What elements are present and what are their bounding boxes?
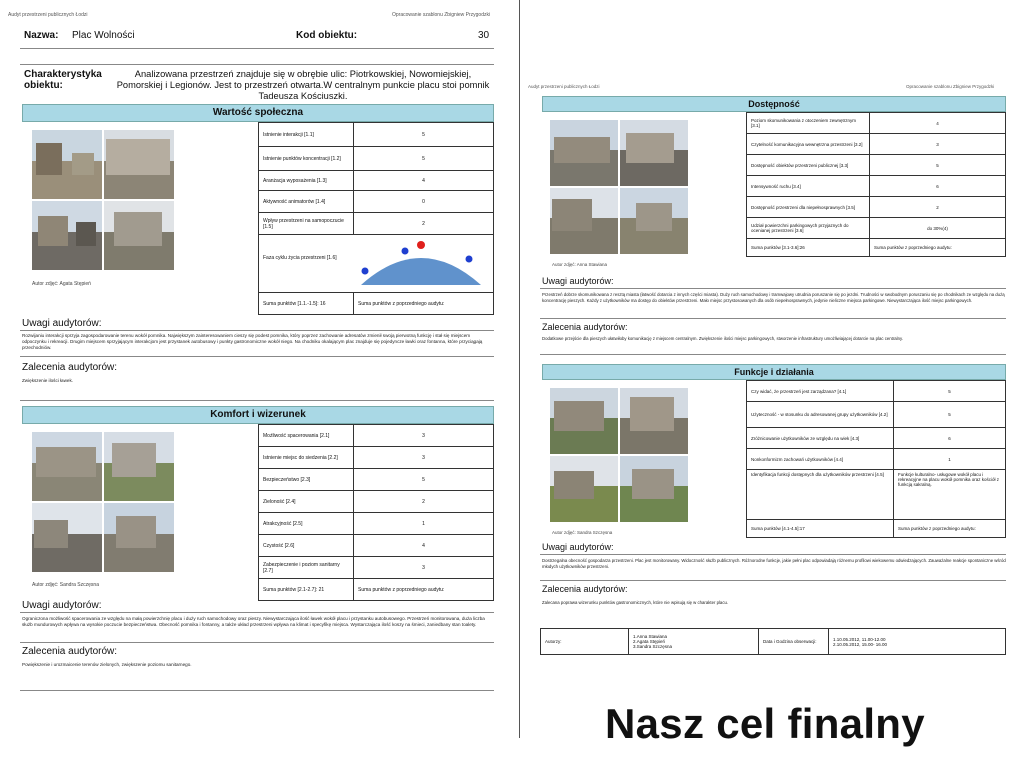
remarks-text: Rozwijaniu interakcji sprzyja zagospodarowanie terenu wokół pomnika. Największym zainteresowaniem cieszy się podest pomnika, który poprzez zachowanie adresatów zmienił swoją pierwotną funkcję i stał się miejscem odpoczynku i rekreacji. Drugim miejscem sprzyjającym interakcjom jest przystanek autobusowy i punkty gastronomiczne wokół niego. Na chodniku okalającym plac znajduje się pojedyncze ławki oraz fontanna, które przyciągają przechodniów.: [22, 333, 483, 350]
criterion-value: 3: [354, 447, 494, 469]
divider: [20, 356, 494, 357]
criterion-value: 4: [870, 113, 1006, 134]
divider: [20, 400, 494, 401]
criterion-value: 5: [894, 381, 1006, 402]
lifecycle-curve-diagram: [351, 237, 491, 291]
code-label: Kod obiektu:: [296, 30, 358, 41]
page-header-left: Audyt przestrzeni publicznych Łodzi: [8, 12, 88, 18]
remarks-title: Uwagi audytorów:: [22, 600, 102, 611]
remarks-title: Uwagi audytorów:: [542, 542, 614, 552]
criterion-label: Udział powierzchni parkingowych przyjaznych do ocenianej przestrzeni [3.6]: [747, 218, 870, 239]
authors-label: Autorzy:: [541, 629, 629, 655]
criterion-label: Zieloność [2.4]: [259, 491, 354, 513]
functions-value: Funkcje kulturalno- usługowe wokół placu i rekreacyjne na placu wokół pomnika oraz kościół z funkcją sakralną.: [894, 470, 1006, 520]
current-phase-dot: [417, 241, 425, 249]
criterion-value: 1: [354, 513, 494, 535]
remarks-text: Ograniczona możliwość spacerowania ze względu na małą powierzchnię placu i duży ruch samochodowy oraz pieszy. Niewystarczająca ilość ławek wokół placu i przystanku autobusowego. Przestrzeń monitorowana, duża liczba służb mundurowych wpływa na wysokie poczucie bezpieczeństwa. Obecność pomnika i fontanny, a także układ przestrzeni wpływa na klimat i specyfikę miejsca. Wystarczająca ilość koszy na śmieci, zaniedbany stan toalety.: [22, 616, 485, 627]
sum-label: Suma punktów [2.1-2.7]: 21: [259, 579, 354, 601]
criterion-label: Czytelność komunikacyjna wewnętrzna przestrzeni [3.2]: [747, 134, 870, 155]
photo-author: Autor zdjęć: Sandra Szczęsna: [552, 530, 613, 535]
criteria-table: [258, 122, 494, 315]
criterion-label: Bezpieczeństwo [2.3]: [259, 469, 354, 491]
name-label: Nazwa:: [24, 30, 59, 41]
photo: [550, 188, 618, 254]
photo-grid: [32, 130, 174, 270]
criterion-label: Intensywność ruchu [3.4]: [747, 176, 870, 197]
recommendations-title: Zalecenia audytorów:: [22, 362, 118, 373]
slide-title: Nasz cel finalny: [605, 700, 925, 747]
criterion-label: Zabezpieczenie i poziom sanitarny [2.7]: [259, 557, 354, 579]
recommendations-text: Zwiększenie ilości ławek.: [22, 378, 74, 383]
criterion-label: Wpływ przestrzeni na samopoczucie [1.5]: [259, 213, 354, 235]
divider: [540, 554, 1006, 555]
divider: [20, 48, 494, 49]
criterion-value: 0: [354, 191, 494, 213]
phase-dot: [466, 256, 473, 263]
audit-page-right: [528, 70, 1024, 690]
divider: [540, 288, 1006, 289]
date-value: 1.10.05.2012, 11.00-12.00 2.10.05.2012, 15.00- 16.00: [829, 629, 1006, 655]
section-title-accessibility: Dostępność: [542, 96, 1006, 112]
criterion-value: 2: [870, 197, 1006, 218]
sum-label: Suma punktów [4.1-4.5]:17: [747, 520, 894, 538]
divider: [20, 690, 494, 691]
criterion-label: Aranżacja wyposażenia [1.3]: [259, 171, 354, 191]
criterion-label: Zróżnicowanie użytkowników ze względu na wiek [4.3]: [747, 428, 894, 449]
photo: [32, 201, 102, 270]
lifecycle-label: Faza cyklu życia przestrzeni [1.6]: [263, 255, 337, 261]
code-value: 30: [478, 30, 490, 41]
photo: [104, 503, 174, 572]
photo: [620, 188, 688, 254]
criterion-value: 3: [870, 134, 1006, 155]
photo-author: Autor zdjęć: Agata Stępień: [32, 281, 91, 287]
photo: [104, 432, 174, 501]
criterion-value: 3: [354, 425, 494, 447]
recommendations-title: Zalecenia audytorów:: [22, 646, 118, 657]
criterion-value: 2: [354, 213, 494, 235]
divider: [20, 612, 494, 613]
section-title-comfort-image: Komfort i wizerunek: [22, 406, 494, 424]
criterion-label: Możliwość spacerowania [2.1]: [259, 425, 354, 447]
photo: [550, 120, 618, 186]
criterion-label: Dostępność przestrzeni dla niepełnosprawnych [3.5]: [747, 197, 870, 218]
criteria-table: [746, 112, 1006, 257]
criterion-value: 5: [354, 123, 494, 147]
photo: [32, 503, 102, 572]
recommendations-text: Zalecana poprawa wizerunku punktów gastronomicznych, które nie wpisują się w charakter placu.: [542, 600, 729, 605]
name-value: Plac Wolności: [72, 30, 135, 41]
recommendations-text: Powiększenie i urozmaicenie terenów zielonych, zwiększenie poziomu sanitarnego.: [22, 662, 192, 667]
criterion-value: 6: [870, 176, 1006, 197]
remarks-text: Dostrzegalna obecność gospodarza przestrzeni. Plac jest monitorowany. Widoczność służb publicznych. Różnorodne funkcje, jakie pełni plac odpowiadają różnemu profilowi wiekowemu odwiedzających. Zauważalne reakcje spontaniczne wśród młodych użytkowników przestrzeni.: [542, 558, 1006, 569]
page-header-right: Opracowanie szablonu Zbigniew Przygodzki: [392, 12, 491, 18]
characteristics-text: Analizowana przestrzeń znajduje się w obrębie ulic: Piotrkowskiej, Nowomiejskiej, Pomorskiej i Legionów. Jest to przestrzeń otwarta.W centralnym punkcie placu stoi pomnik Tadeusza Kościuszki.: [116, 69, 490, 101]
authors-table: [540, 628, 1006, 655]
divider: [540, 580, 1006, 581]
divider: [540, 354, 1006, 355]
criterion-label: Czy widać, że przestrzeń jest zarządzana? [4.1]: [747, 381, 894, 402]
criterion-value: 5: [354, 147, 494, 171]
criterion-value: 1: [894, 449, 1006, 470]
photo-grid: [550, 388, 688, 522]
criterion-label: Czystość [2.6]: [259, 535, 354, 557]
previous-sum-label: Suma punktów z poprzedniego audytu:: [894, 520, 1006, 538]
criterion-label: Nonkonformizm zachowań użytkowników [4.4]: [747, 449, 894, 470]
previous-sum-label: Suma punktów z poprzedniego audytu:: [354, 293, 494, 315]
criterion-label: Dostępność obiektów przestrzeni publicznej [3.3]: [747, 155, 870, 176]
criterion-label: Użyteczność - w stosunku do adresowanej grupy użytkowników [4.2]: [747, 402, 894, 428]
criteria-table: [258, 424, 494, 601]
sum-label: Suma punktów [3.1-3.6]:26: [747, 239, 870, 257]
criteria-table: [746, 380, 1006, 538]
phase-dot: [402, 248, 409, 255]
criterion-value: 4: [354, 535, 494, 557]
photo: [104, 130, 174, 199]
date-label: Data i Godzina obserwacji:: [759, 629, 829, 655]
criterion-value: 2: [354, 491, 494, 513]
criterion-value: 6: [894, 428, 1006, 449]
previous-sum-label: Suma punktów z poprzedniego audytu:: [354, 579, 494, 601]
remarks-title: Uwagi audytorów:: [542, 276, 614, 286]
photo-grid: [550, 120, 688, 254]
characteristics-label: Charakterystyka obiektu:: [24, 69, 102, 91]
authors-value: 1.Anna Stawiana 2.Agata Stępień 3.Sandra Szczęsna: [629, 629, 759, 655]
divider: [540, 318, 1006, 319]
photo: [32, 432, 102, 501]
criterion-label: Istnienie interakcji [1.1]: [259, 123, 354, 147]
phase-dot: [362, 268, 369, 275]
page-header-left: Audyt przestrzeni publicznych Łodzi: [528, 84, 600, 89]
previous-sum-label: Suma punktów z poprzedniego audytu:: [870, 239, 1006, 257]
photo: [550, 388, 618, 454]
section-title-functions: Funkcje i działania: [542, 364, 1006, 380]
photo: [620, 456, 688, 522]
audit-page-left: [0, 0, 520, 738]
criterion-value: 5: [870, 155, 1006, 176]
criterion-value: 5: [894, 402, 1006, 428]
photo-grid: [32, 432, 174, 572]
divider: [20, 64, 494, 65]
photo: [550, 456, 618, 522]
recommendations-title: Zalecenia audytorów:: [542, 584, 628, 594]
sum-label: Suma punktów [1.1.-1.5]: 16: [259, 293, 354, 315]
photo-author: Autor zdjęć: Anna Stawiana: [552, 262, 608, 267]
divider: [20, 330, 494, 331]
criterion-label: Istnienie punktów koncentracji [1.2]: [259, 147, 354, 171]
criterion-label: Atrakcyjność [2.5]: [259, 513, 354, 535]
criterion-label: Istnienie miejsc do siedzenia [2.2]: [259, 447, 354, 469]
divider: [20, 642, 494, 643]
photo: [620, 388, 688, 454]
remarks-text: Przestrzeń dobrze skomunikowana z resztą miasta (łatwość dotarcia z innych części miasta). Duży ruch samochodowy i tramwajowy utrudnia poruszanie się po jezdni. Trudności w swobodnym poruszaniu się po chodnikach ze względu na dużą koncentrację pieszych. Każdy z użytkowników ma dostęp do obiektów przestrzeni. Mało miejsc przystosowanych dla osób niepełnosprawnych, jedynie nieliczne miejsca parkingowe. Niewystarczająca ilość miejsc parkingowych.: [542, 292, 1005, 303]
photo-author: Autor zdjęć: Sandra Szczęsna: [32, 582, 99, 588]
functions-label: Identyfikacja funkcji dostępnych dla użytkowników przestrzeni [4.5]: [747, 470, 894, 520]
section-title-social-value: Wartość społeczna: [22, 104, 494, 122]
criterion-value: 4: [354, 171, 494, 191]
remarks-title: Uwagi audytorów:: [22, 318, 102, 329]
criterion-label: Aktywność animatorów [1.4]: [259, 191, 354, 213]
criterion-value: 3: [354, 557, 494, 579]
recommendations-text: Dodatkowe przejście dla pieszych ułatwiłoby komunikację z miejscem centralnym. Zwiększenie ilości miejsc parkingowych, stworzenie infrastruktury umożliwiającej dotarcie na plac centralny.: [542, 336, 904, 341]
criterion-label: Poziom skomunikowania z otoczeniem zewnętrznym [3.1]: [747, 113, 870, 134]
lifecycle-curve: [361, 258, 481, 285]
page-header-right: Opracowanie szablonu Zbigniew Przygodzki: [906, 84, 995, 89]
photo: [32, 130, 102, 199]
recommendations-title: Zalecenia audytorów:: [542, 322, 628, 332]
photo: [620, 120, 688, 186]
criterion-value: 5: [354, 469, 494, 491]
photo: [104, 201, 174, 270]
criterion-value: do 30%(4): [870, 218, 1006, 239]
